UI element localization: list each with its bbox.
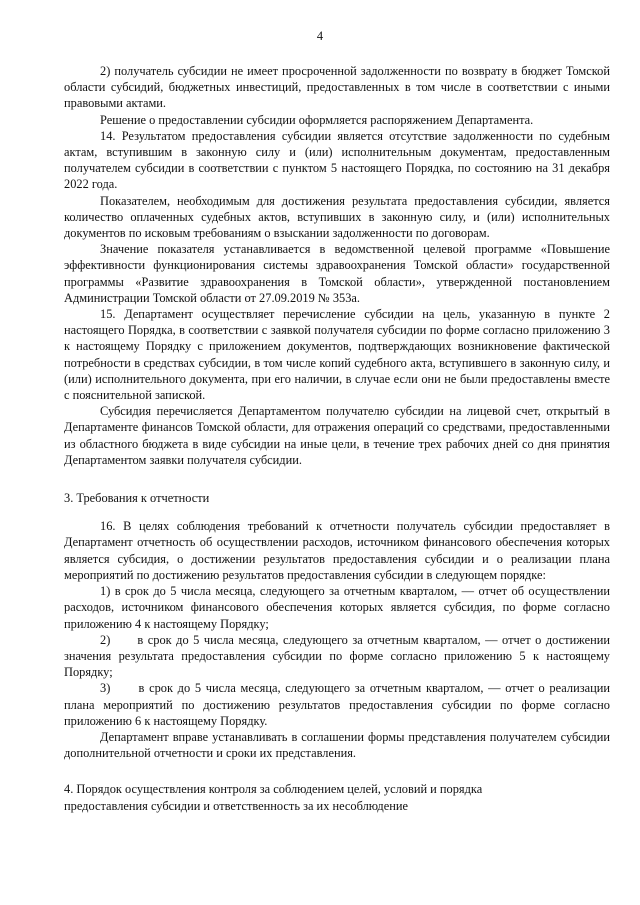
paragraph: Показателем, необходимым для достижения результата предоставления субсидии, является количество оплаченных судебных актов, вступивших в законную силу, и (или) исполнительных документов по исковым требованиям о взыскании задолженности по договорам. — [64, 193, 610, 241]
paragraph: Значение показателя устанавливается в ведомственной целевой программе «Повышение эффективности функционирования системы здравоохранения Томской области» государственной программы «Развитие здравоохранения в Томской области», утвержденной постановлением Администрации Томской области от 27.09.2019 № 353а. — [64, 242, 610, 305]
section-4-heading-line2: предоставления субсидии и ответственность за их несоблюдение — [64, 798, 408, 813]
paragraph: 15. Департамент осуществляет перечисление субсидии на цель, указанную в пункте 2 настоящего Порядка, в соответствии с заявкой получателя субсидии по форме согласно приложению 3 к настоящему Порядку с приложением документов, подтверждающих возникновение фактической потребности в средствах субсидии, в том числе копий судебного акта, вступившего в законную силу, и (или) исполнительного документа, при его наличии, в случае если они не были предоставлены вместе с пояснительной запиской. — [64, 307, 610, 403]
section-3-heading: 3. Требования к отчетности — [64, 491, 210, 506]
list-item: 1) в срок до 5 числа месяца, следующего за отчетным кварталом, — отчет об осуществлении расходов, источником финансового обеспечения которых является субсидия, по форме согласно приложению 4 к настоящему Порядку; — [64, 584, 610, 631]
paragraph: 2) получатель субсидии не имеет просроченной задолженности по возврату в бюджет Томской области субсидий, бюджетных инвестиций, предоставленных в том числе в соответствии с иными правовыми актами. — [64, 64, 610, 111]
paragraph: Решение о предоставлении субсидии оформляется распоряжением Департамента. — [100, 112, 534, 127]
section-4-heading-line1: 4. Порядок осуществления контроля за соблюдением целей, условий и порядка — [64, 782, 483, 797]
section-4-heading — [64, 781, 610, 813]
list-item: 2) в срок до 5 числа месяца, следующего за отчетным кварталом, — отчет о достижении значения результата предоставления субсидии по форме согласно приложению 5 к настоящему Порядку; — [64, 632, 614, 680]
list-item: 3) в срок до 5 числа месяца, следующего за отчетным кварталом, — отчет о реализации плана мероприятий по достижению результатов предоставления субсидии по форме согласно приложению 6 к настоящему Порядку. — [64, 681, 614, 728]
paragraph: Департамент вправе устанавливать в соглашении формы представления получателем субсидии дополнительной отчетности и сроки их представления. — [64, 729, 610, 761]
document-body — [64, 63, 614, 814]
page-number: 4 — [316, 29, 324, 43]
paragraph: 16. В целях соблюдения требований к отчетности получатель субсидии предоставляет в Департамент отчетность об осуществлении расходов, источником финансового обеспечения которых является субсидия, о достижении результатов предоставления субсидии и о реализации плана мероприятий по достижению результатов предоставления субсидии в следующем порядке: — [64, 519, 610, 582]
paragraph: Субсидия перечисляется Департаментом получателю субсидии на лицевой счет, открытый в Департаменте финансов Томской области, для отражения операций со средствами, предоставленными из областного бюджета в виде субсидии на иные цели, в течение трех рабочих дней со дня принятия Департаментом заявки получателя субсидии. — [64, 404, 610, 467]
paragraph: 14. Результатом предоставления субсидии является отсутствие задолженности по судебным актам, вступившим в законную силу и (или) исполнительным документам, предоставленным получателем субсидии в соответствии с пунктом 5 настоящего Порядка, по состоянию на 31 декабря 2022 года. — [64, 128, 610, 192]
